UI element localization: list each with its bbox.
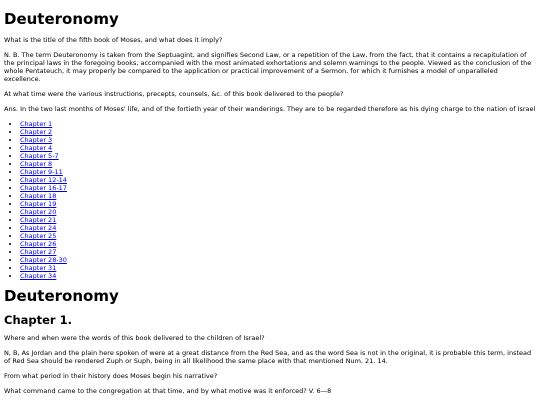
chapter-link[interactable]: Chapter 28-30 bbox=[20, 256, 67, 264]
list-item bbox=[20, 224, 536, 232]
chapter-link[interactable]: Chapter 27 bbox=[20, 248, 57, 256]
chapter-link[interactable]: Chapter 19 bbox=[20, 200, 57, 208]
list-item bbox=[20, 256, 536, 264]
section-title: Deuteronomy bbox=[4, 287, 119, 305]
chapter-link[interactable]: Chapter 34 bbox=[20, 272, 57, 280]
chapter-question-command: What command came to the congregation at that time, and by what motive was it enforced? V. 6—8 bbox=[4, 387, 332, 395]
list-item bbox=[20, 120, 536, 128]
list-item bbox=[20, 200, 536, 208]
book-title: Deuteronomy bbox=[4, 10, 119, 28]
chapter-heading: Chapter 1. bbox=[4, 313, 72, 327]
chapter-link[interactable]: Chapter 3 bbox=[20, 136, 53, 144]
chapter-link[interactable]: Chapter 25 bbox=[20, 232, 57, 240]
list-item bbox=[20, 176, 536, 184]
chapter-link-list bbox=[4, 120, 536, 280]
list-item bbox=[20, 144, 536, 152]
list-item bbox=[20, 160, 536, 168]
list-item bbox=[20, 208, 536, 216]
list-item bbox=[20, 152, 536, 160]
chapter-note-jordan: N, B, As Jordan and the plain here spoken of were at a great distance from the Red Sea, and as the word Sea is not in the original, it is probable this term, instead of Red Sea should be rendered Zuph or Suph, being in all likelihood the same place with that mentioned Num. 21. 14. bbox=[4, 349, 532, 365]
chapter-link[interactable]: Chapter 1 bbox=[20, 120, 53, 128]
chapter-link[interactable]: Chapter 16-17 bbox=[20, 184, 67, 192]
chapter-link[interactable]: Chapter 31 bbox=[20, 264, 57, 272]
chapter-link[interactable]: Chapter 8 bbox=[20, 160, 53, 168]
chapter-link[interactable]: Chapter 2 bbox=[20, 128, 53, 136]
chapter-link[interactable]: Chapter 5-7 bbox=[20, 152, 59, 160]
intro-note-deuteronomy: N. B. The term Deuteronomy is taken from the Septuagint, and signifies Second Law, or a repetition of the Law, from the fact, that it contains a recapitulation of the principal laws in the foregoing books, accompanied with the most animated exhortations and solemn warnings to the people. Viewed as the conclusion of the whole Pentateuch, it may properly be compared to the application or practical improvement of a Sermon, for which it furnishes a model of unparalleled excellence. bbox=[4, 51, 532, 83]
list-item bbox=[20, 192, 536, 200]
chapter-link[interactable]: Chapter 20 bbox=[20, 208, 57, 216]
list-item bbox=[20, 168, 536, 176]
list-item bbox=[20, 272, 536, 280]
chapter-link[interactable]: Chapter 24 bbox=[20, 224, 57, 232]
list-item bbox=[20, 136, 536, 144]
chapter-link[interactable]: Chapter 18 bbox=[20, 192, 57, 200]
chapter-link[interactable]: Chapter 4 bbox=[20, 144, 53, 152]
list-item bbox=[20, 232, 536, 240]
chapter-link[interactable]: Chapter 9-11 bbox=[20, 168, 63, 176]
chapter-question-period: From what period in their history does Moses begin his narrative? bbox=[4, 372, 218, 380]
list-item bbox=[20, 264, 536, 272]
intro-answer-time: Ans. In the two last months of Moses' life, and of the fortieth year of their wanderings. They are to be regarded therefore as his dying charge to the nation of Israel bbox=[4, 105, 536, 113]
list-item bbox=[20, 184, 536, 192]
intro-question-time: At what time were the various instructions, precepts, counsels, &c. of this book delivered to the people? bbox=[4, 90, 344, 98]
list-item bbox=[20, 240, 536, 248]
chapter-question-words: Where and when were the words of this book delivered to the children of Israel? bbox=[4, 334, 265, 342]
intro-question-title: What is the title of the fifth book of Moses, and what does it imply? bbox=[4, 36, 223, 44]
list-item bbox=[20, 128, 536, 136]
chapter-link[interactable]: Chapter 12-14 bbox=[20, 176, 67, 184]
chapter-link[interactable]: Chapter 26 bbox=[20, 240, 57, 248]
list-item bbox=[20, 248, 536, 256]
list-item bbox=[20, 216, 536, 224]
chapter-link[interactable]: Chapter 21 bbox=[20, 216, 57, 224]
